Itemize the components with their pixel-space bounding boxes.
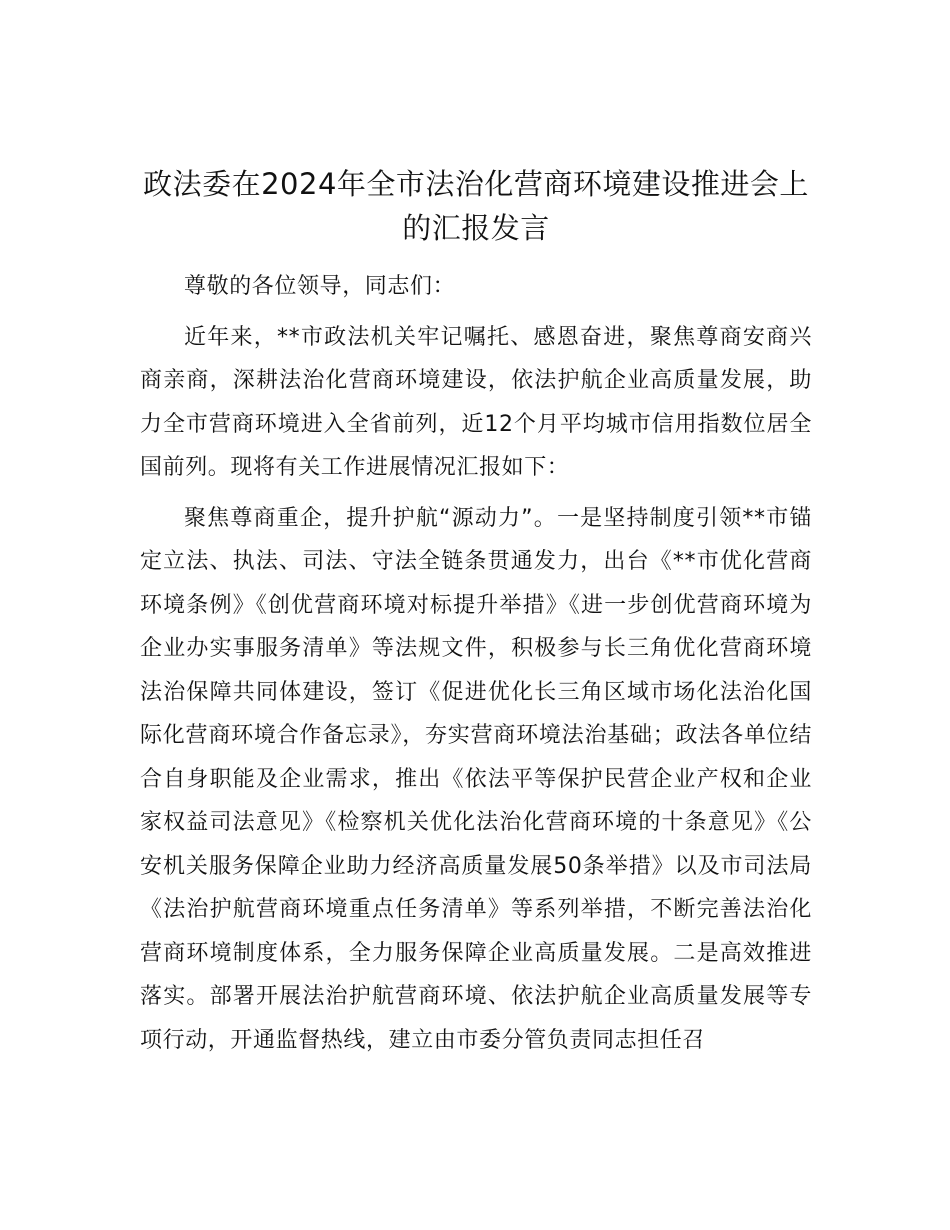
greeting: 尊敬的各位领导，同志们： [184, 274, 456, 299]
document-title: 政法委在2024年全市法治化营商环境建设推进会上的汇报发言 [143, 167, 809, 245]
paragraph-section-1: 聚焦尊商重企，提升护航“源动力”。一是坚持制度引领**市锚定立法、执法、司法、守法全链条贯通发力，出台《**市优化营商环境条例》《创优营商环境对标提升举措》《进一步创优营商环境为企业办实事服务清单》等法规文件，积极参与长三角优化营商环境法治保障共同体建设，签订《促进优化长三角区域市场化法治化国际化营商环境合作备忘录》，夯实营商环境法治基础；政法各单位结合自身职能及企业需求，推出《依法平等保护民营企业产权和企业家权益司法意见》《检察机关优化法治化营商环境的十条意见》《公安机关服务保障企业助力经济高质量发展50条举措》以及市司法局《法治护航营商环境重点任务清单》等系列举措，不断完善法治化营商环境制度体系，全力服务保障企业高质量发展。二是高效推进落实。部署开展法治护航营商环境、依法护航企业高质量发展等专项行动，开通监督热线，建立由市委分管负责同志担任召 [140, 505, 812, 1053]
document-body [140, 265, 812, 1069]
paragraph-intro: 近年来，**市政法机关牢记嘱托、感恩奋进，聚焦尊商安商兴商亲商，深耕法治化营商环境建设，依法护航企业高质量发展，助力全市营商环境进入全省前列，近12个月平均城市信用指数位居全国前列。现将有关工作进展情况汇报如下： [140, 324, 812, 480]
